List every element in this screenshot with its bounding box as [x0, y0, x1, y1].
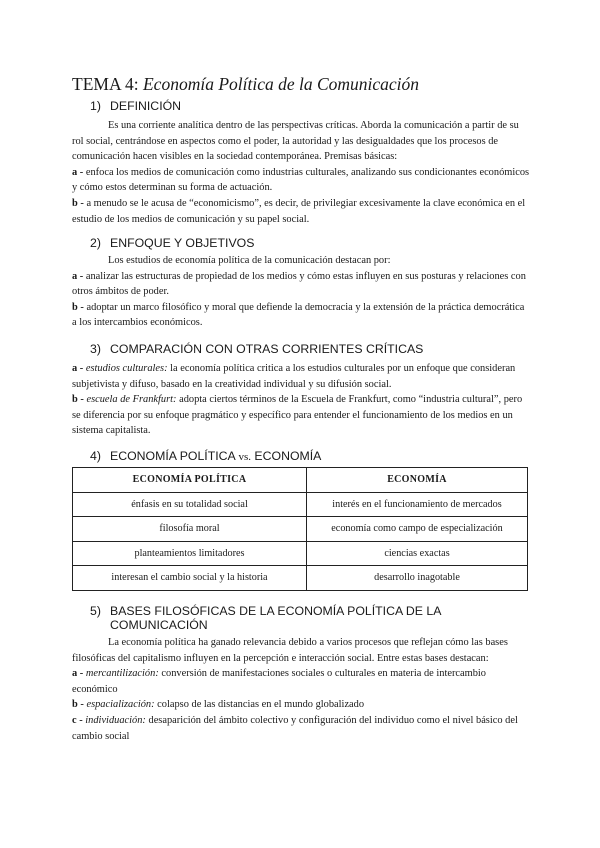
table-row: [73, 517, 528, 542]
section-2-item-b: b - adoptar un marco filosófico y moral que defiende la democracia y la extensión de la práctica democrática a los intercambios económicos.: [72, 301, 525, 329]
section-number: 4): [90, 449, 101, 463]
section-title: ENFOQUE Y OBJETIVOS: [110, 236, 255, 250]
title-subject: Economía Política de la Comunicación: [142, 74, 420, 94]
section-title: DEFINICIÓN: [110, 99, 182, 113]
title-prefix: TEMA 4:: [72, 74, 139, 94]
section-number: 2): [90, 236, 101, 250]
section-3-item-a: a - estudios culturales: la economía política critica a los estudios culturales por un enfoque que consideran subjetivista y difuso, basado en la creatividad individual y su difusión social.: [72, 363, 516, 390]
document-title: [72, 74, 419, 95]
table-cell: planteamientos limitadores: [73, 541, 307, 566]
table-header-row: [73, 468, 528, 493]
section-3-body: [72, 361, 530, 439]
section-5-heading: [90, 604, 470, 632]
section-2-heading: [90, 236, 254, 250]
section-3-heading: [90, 342, 423, 356]
section-5-body: [72, 635, 530, 744]
section-title: BASES FILOSÓFICAS DE LA ECONOMÍA POLÍTICA DE LA: [110, 604, 442, 618]
section-5-item-b: b - espacialización: colapso de las distancias en el mundo globalizado: [72, 699, 365, 711]
table-row: [73, 566, 528, 591]
table-cell: énfasis en su totalidad social: [73, 492, 307, 517]
section-5-item-a: a - mercantilización: conversión de manifestaciones sociales o culturales en materia de intercambio económico: [72, 668, 486, 695]
section-title-line2: COMUNICACIÓN: [110, 618, 208, 632]
section-number: 3): [90, 342, 101, 356]
table-cell: economía como campo de especialización: [307, 517, 528, 542]
section-2-body: [72, 253, 530, 331]
section-4-heading: 4) ECONOMÍA POLÍTICA vs. ECONOMÍA: [90, 449, 322, 463]
section-1-item-a: a - enfoca los medios de comunicación como industrias culturales, analizando sus condicionantes económicos y cómo estos determinan su forma de actuación.: [72, 166, 530, 194]
table-cell: interesan el cambio social y la historia: [73, 566, 307, 591]
table-cell: desarrollo inagotable: [307, 566, 528, 591]
section-2-item-a: a - analizar las estructuras de propiedad de los medios y cómo estas influyen en sus posturas y relaciones con otros ámbitos de poder.: [72, 270, 526, 298]
section-2-intro: Los estudios de economía política de la comunicación destacan por:: [108, 255, 391, 266]
table-row: [73, 541, 528, 566]
section-number: 5): [90, 604, 101, 618]
section-3-item-b: b - escuela de Frankfurt: adopta ciertos términos de la Escuela de Frankfurt, como “industria cultural”, pero se diferencia por su enfoque pragmático y específico para entender el funcionamiento de los medios en un sistema capitalista.: [72, 394, 523, 437]
section-1-intro: Es una corriente analítica dentro de las perspectivas críticas. Aborda la comunicación a partir de su rol social, centrándose en aspectos como el poder, la autoridad y las desigualdades que los procesos de comunicación hacen visibles en la sociedad contemporánea. Premisas básicas:: [72, 120, 519, 163]
table-header-cell: ECONOMÍA: [307, 468, 528, 493]
section-number: 1): [90, 99, 101, 113]
table-header-cell: ECONOMÍA POLÍTICA: [73, 468, 307, 493]
table-cell: ciencias exactas: [307, 541, 528, 566]
table-row: [73, 492, 528, 517]
section-1-heading: [90, 99, 181, 113]
section-title: ECONOMÍA POLÍTICA: [110, 449, 236, 463]
section-5-intro: La economía política ha ganado relevancia debido a varios procesos que reflejan cómo las bases filosóficas del capitalismo influyen en la percepción e interacción social. Entre estas bases destacan:: [72, 637, 508, 664]
table-cell: filosofía moral: [73, 517, 307, 542]
section-1-item-b: b - a menudo se le acusa de “economicismo”, es decir, de privilegiar excesivamente la clave económica en el estudio de los medios de comunicación y su papel social.: [72, 197, 526, 225]
section-1-body: [72, 118, 530, 227]
section-5-item-c: c - individuación: desaparición del ámbito colectivo y configuración del individuo como el nivel básico del cambio social: [72, 714, 518, 742]
table-cell: interés en el funcionamiento de mercados: [307, 492, 528, 517]
comparison-table: [72, 467, 528, 591]
section-title: COMPARACIÓN CON OTRAS CORRIENTES CRÍTICAS: [110, 342, 424, 356]
